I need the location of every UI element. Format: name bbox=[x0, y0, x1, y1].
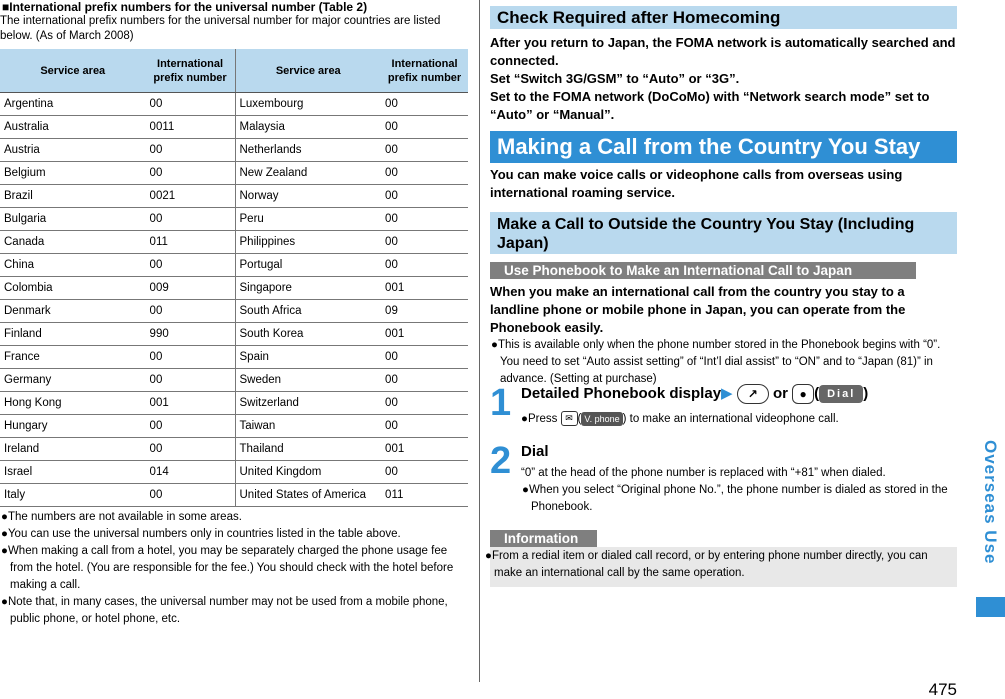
note-item: ●When making a call from a hotel, you may be separately charged the phone usage fee from the hotel. (You are responsible for the fee.) You should check with the hotel before making a call. bbox=[1, 545, 454, 591]
cell-service-area-2: Switzerland bbox=[235, 392, 381, 415]
cell-prefix-2: 00 bbox=[381, 116, 468, 139]
step-number: 1 bbox=[490, 382, 512, 424]
page-number: 475 bbox=[928, 680, 957, 699]
cell-prefix: 00 bbox=[146, 438, 235, 461]
table-row bbox=[0, 93, 468, 116]
cell-prefix: 00 bbox=[146, 254, 235, 277]
cell-prefix-2: 00 bbox=[381, 231, 468, 254]
making-call-heading: Making a Call from the Country You Stay bbox=[490, 131, 957, 163]
table-header-row bbox=[0, 49, 468, 93]
cell-prefix: 00 bbox=[146, 484, 235, 507]
cell-prefix: 00 bbox=[146, 93, 235, 116]
cell-service-area-2: Peru bbox=[235, 208, 381, 231]
cell-prefix-2: 00 bbox=[381, 208, 468, 231]
table-row bbox=[0, 415, 468, 438]
table-row bbox=[0, 116, 468, 139]
cell-service-area-2: Taiwan bbox=[235, 415, 381, 438]
col-header-service-area-2: Service area bbox=[235, 49, 381, 93]
cell-service-area-2: Sweden bbox=[235, 369, 381, 392]
cell-prefix-2: 00 bbox=[381, 369, 468, 392]
cell-service-area: Ireland bbox=[0, 438, 146, 461]
table-row bbox=[0, 162, 468, 185]
cell-prefix-2: 00 bbox=[381, 139, 468, 162]
cell-prefix-2: 00 bbox=[381, 93, 468, 116]
cell-prefix-2: 00 bbox=[381, 461, 468, 484]
table-row bbox=[0, 346, 468, 369]
table-row bbox=[0, 300, 468, 323]
cell-service-area: Finland bbox=[0, 323, 146, 346]
cell-service-area-2: Portugal bbox=[235, 254, 381, 277]
table-row bbox=[0, 369, 468, 392]
cell-service-area-2: Norway bbox=[235, 185, 381, 208]
step1-title-text: Detailed Phonebook display bbox=[521, 385, 722, 402]
cell-prefix-2: 00 bbox=[381, 346, 468, 369]
cell-service-area: Belgium bbox=[0, 162, 146, 185]
note-item: ●Note that, in many cases, the universal number may not be used from a mobile phone, public phone, or hotel phone, etc. bbox=[1, 596, 448, 625]
cell-prefix-2: 09 bbox=[381, 300, 468, 323]
cell-service-area-2: Thailand bbox=[235, 438, 381, 461]
cell-prefix: 0021 bbox=[146, 185, 235, 208]
phonebook-heading: Use Phonebook to Make an International Call to Japan bbox=[490, 262, 916, 279]
cell-prefix: 001 bbox=[146, 392, 235, 415]
cell-prefix: 014 bbox=[146, 461, 235, 484]
step-1 bbox=[490, 384, 957, 432]
cell-service-area: Bulgaria bbox=[0, 208, 146, 231]
arrow-icon: ▶ bbox=[721, 385, 733, 402]
table-row bbox=[0, 277, 468, 300]
side-tab-marker bbox=[976, 597, 1005, 617]
cell-prefix-2: 001 bbox=[381, 438, 468, 461]
col-header-service-area: Service area bbox=[0, 49, 146, 93]
col-header-prefix: International prefix number bbox=[146, 49, 235, 93]
center-key-icon[interactable]: ● bbox=[792, 384, 814, 404]
table2-intro: The international prefix numbers for the universal number for major countries are listed below. (As of March 2008) bbox=[0, 15, 441, 42]
step1-note: ●Press ✉ ( V. phone ) to make an international videophone call. bbox=[521, 413, 839, 425]
cell-service-area-2: New Zealand bbox=[235, 162, 381, 185]
cell-prefix: 00 bbox=[146, 369, 235, 392]
check-heading: Check Required after Homecoming bbox=[490, 6, 957, 29]
check-text bbox=[490, 34, 957, 124]
step-number: 2 bbox=[490, 440, 512, 482]
note-item: ●You can use the universal numbers only in countries listed in the table above. bbox=[1, 528, 401, 540]
cell-service-area-2: Netherlands bbox=[235, 139, 381, 162]
vphone-softkey-icon[interactable]: V. phone bbox=[581, 412, 622, 426]
cell-prefix: 011 bbox=[146, 231, 235, 254]
cell-service-area-2: Malaysia bbox=[235, 116, 381, 139]
notes-list bbox=[0, 509, 468, 628]
step1-note-prefix: ●Press bbox=[521, 413, 558, 425]
column-divider bbox=[479, 0, 480, 682]
step2-line: “0” at the head of the phone number is replaced with “+81” when dialed. bbox=[521, 467, 886, 479]
cell-prefix: 00 bbox=[146, 300, 235, 323]
outside-country-heading: Make a Call to Outside the Country You Stay (Including Japan) bbox=[490, 212, 957, 254]
cell-prefix: 990 bbox=[146, 323, 235, 346]
or-text: or bbox=[772, 385, 788, 402]
cell-prefix: 009 bbox=[146, 277, 235, 300]
cell-service-area-2: South Korea bbox=[235, 323, 381, 346]
cell-service-area: Hong Kong bbox=[0, 392, 146, 415]
cell-service-area-2: Singapore bbox=[235, 277, 381, 300]
step2-body bbox=[521, 465, 957, 516]
table-row bbox=[0, 185, 468, 208]
table2-heading: ■International prefix numbers for the universal number (Table 2) bbox=[2, 0, 368, 14]
cell-service-area: Austria bbox=[0, 139, 146, 162]
cell-prefix-2: 00 bbox=[381, 392, 468, 415]
cell-service-area: Denmark bbox=[0, 300, 146, 323]
table-row bbox=[0, 484, 468, 507]
information-text: ●From a redial item or dialed call record, or by entering phone number directly, you can make an international call by the same operation. bbox=[490, 547, 957, 587]
cell-prefix-2: 00 bbox=[381, 162, 468, 185]
call-key-icon[interactable]: ↗ bbox=[737, 384, 769, 404]
cell-service-area-2: Luxembourg bbox=[235, 93, 381, 116]
cell-prefix-2: 00 bbox=[381, 185, 468, 208]
cell-service-area: Germany bbox=[0, 369, 146, 392]
phonebook-note: ●This is available only when the phone number stored in the Phonebook begins with “0”. You need to set “Auto assist setting” of “Int’l dial assist” to “ON” and to “Japan (81)” in advance. (Setting at purchase) bbox=[491, 339, 941, 385]
cell-prefix: 00 bbox=[146, 415, 235, 438]
cell-service-area: Colombia bbox=[0, 277, 146, 300]
cell-prefix: 00 bbox=[146, 162, 235, 185]
cell-prefix-2: 00 bbox=[381, 415, 468, 438]
table-row bbox=[0, 438, 468, 461]
prefix-table bbox=[0, 49, 468, 507]
step1-note-suffix: ) to make an international videophone call. bbox=[622, 413, 839, 425]
dial-softkey-icon[interactable]: Dial bbox=[819, 385, 863, 403]
cell-prefix: 00 bbox=[146, 139, 235, 162]
making-call-text: You can make voice calls or videophone calls from overseas using international roaming service. bbox=[490, 167, 903, 200]
table-row bbox=[0, 254, 468, 277]
step-title: Detailed Phonebook display▶ ↗ or ● ( Dial ) bbox=[521, 384, 868, 404]
side-label: Overseas Use bbox=[981, 440, 1000, 565]
phonebook-text: When you make an international call from the country you stay to a landline phone or mobile phone in Japan, you can operate from the Phonebook easily. bbox=[490, 284, 906, 335]
cell-prefix-2: 001 bbox=[381, 323, 468, 346]
cell-prefix: 0011 bbox=[146, 116, 235, 139]
cell-service-area-2: South Africa bbox=[235, 300, 381, 323]
cell-service-area-2: Philippines bbox=[235, 231, 381, 254]
prefix-table-body bbox=[0, 93, 468, 507]
cell-service-area: France bbox=[0, 346, 146, 369]
side-tab bbox=[976, 440, 1005, 617]
table-row bbox=[0, 139, 468, 162]
mail-key-icon[interactable]: ✉ bbox=[561, 411, 578, 426]
table-row bbox=[0, 323, 468, 346]
cell-service-area: Australia bbox=[0, 116, 146, 139]
cell-service-area: Hungary bbox=[0, 415, 146, 438]
table-row bbox=[0, 231, 468, 254]
check-line: Set “Switch 3G/GSM” to “Auto” or “3G”. bbox=[490, 71, 740, 86]
cell-prefix-2: 001 bbox=[381, 277, 468, 300]
cell-prefix-2: 011 bbox=[381, 484, 468, 507]
cell-service-area: Israel bbox=[0, 461, 146, 484]
step-2 bbox=[490, 442, 957, 522]
step-title: Dial bbox=[521, 443, 549, 460]
col-header-prefix-2: International prefix number bbox=[381, 49, 468, 93]
left-column bbox=[0, 0, 470, 44]
cell-service-area: Argentina bbox=[0, 93, 146, 116]
table-row bbox=[0, 208, 468, 231]
cell-service-area: Brazil bbox=[0, 185, 146, 208]
check-line: Set to the FOMA network (DoCoMo) with “Network search mode” set to “Auto” or “Manual”. bbox=[490, 89, 930, 122]
table-row bbox=[0, 392, 468, 415]
table-row bbox=[0, 461, 468, 484]
cell-service-area-2: Spain bbox=[235, 346, 381, 369]
phonebook-section bbox=[490, 283, 957, 388]
cell-prefix-2: 00 bbox=[381, 254, 468, 277]
note-item: ●The numbers are not available in some areas. bbox=[1, 511, 242, 523]
information-label: Information bbox=[490, 530, 597, 547]
cell-service-area-2: United States of America bbox=[235, 484, 381, 507]
check-line: After you return to Japan, the FOMA network is automatically searched and connected. bbox=[490, 35, 956, 68]
cell-prefix: 00 bbox=[146, 346, 235, 369]
cell-service-area: China bbox=[0, 254, 146, 277]
cell-service-area: Canada bbox=[0, 231, 146, 254]
cell-service-area-2: United Kingdom bbox=[235, 461, 381, 484]
step2-note: ●When you select “Original phone No.”, the phone number is dialed as stored in the Phonebook. bbox=[522, 484, 948, 513]
cell-service-area: Italy bbox=[0, 484, 146, 507]
cell-prefix: 00 bbox=[146, 208, 235, 231]
